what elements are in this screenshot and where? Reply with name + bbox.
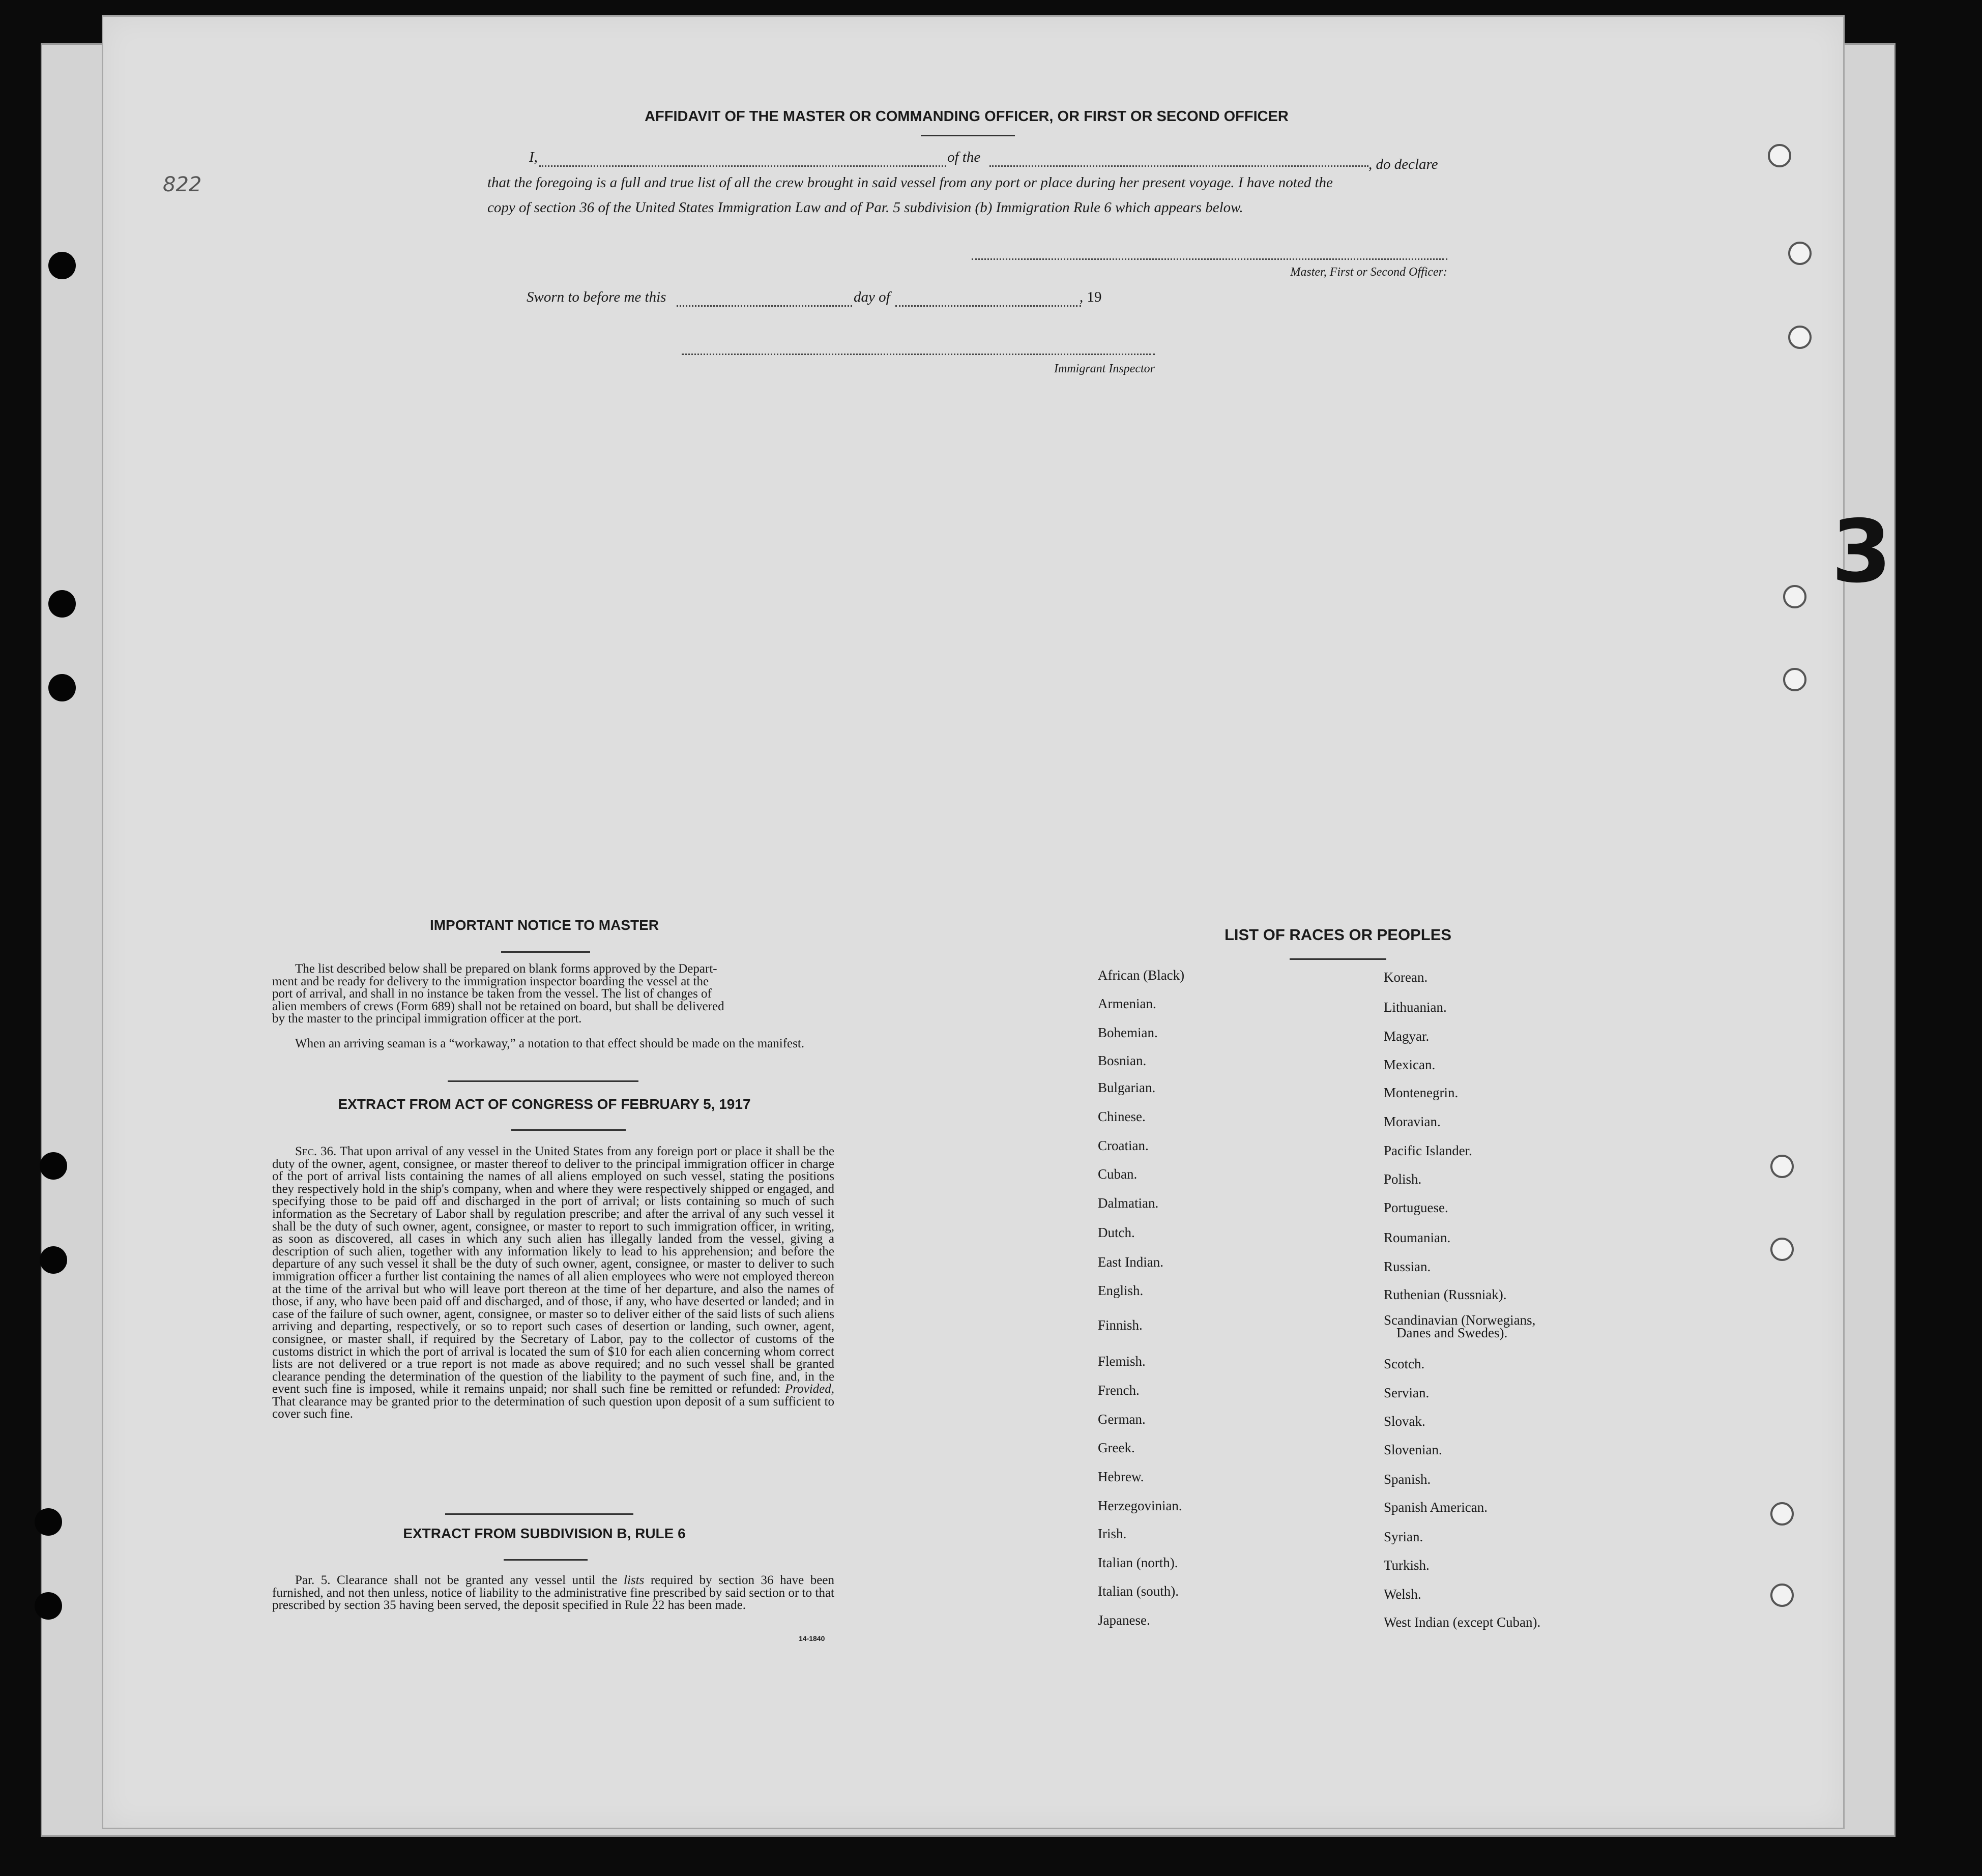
binder-hole (40, 1246, 67, 1274)
binder-hole (48, 590, 76, 618)
divider (921, 135, 1015, 136)
race-item: West Indian (except Cuban). (1384, 1615, 1541, 1630)
section-36-text (272, 1146, 834, 1421)
race-item: Bosnian. (1098, 1053, 1147, 1068)
binder-ring (1770, 1502, 1794, 1526)
year-prefix: , 19 (1080, 289, 1102, 305)
race-item: Japanese. (1098, 1613, 1150, 1628)
binder-hole (40, 1152, 67, 1180)
race-item: Flemish. (1098, 1354, 1146, 1369)
sworn-label: Sworn to before me this (527, 289, 666, 305)
par-5-end: required by section 36 have been furnished, and not then unless, notice of liability to the administrative fine prescribed by said section or to that prescribed by section 35 having been served, the deposit specified in Rule 22 has been made. (272, 1573, 834, 1613)
notice-line: by the master to the principal immigration officer at the port. (272, 1012, 582, 1025)
workaway-paragraph: When an arriving seaman is a “workaway,” a notation to that effect should be made on the manifest. (295, 1037, 805, 1050)
race-item: Italian (south). (1098, 1584, 1179, 1599)
section-36-end: That clearance may be granted prior to the determination of such question upon deposit of a sum sufficient to cover such fine. (272, 1394, 834, 1421)
binder-hole (35, 1592, 62, 1620)
race-item: East Indian. (1098, 1254, 1163, 1270)
race-item: French. (1098, 1383, 1140, 1398)
divider (501, 951, 590, 953)
inspector-label: Immigrant Inspector (1054, 362, 1155, 375)
race-item: Turkish. (1384, 1558, 1430, 1573)
race-item: Bulgarian. (1098, 1080, 1156, 1095)
notice-line: alien members of crews (Form 689) shall not be retained on board, but shall be delivered (272, 999, 724, 1013)
race-item-continuation: Danes and Swedes). (1396, 1325, 1508, 1340)
race-item: Italian (north). (1098, 1555, 1178, 1570)
races-title: LIST OF RACES OR PEOPLES (1224, 926, 1452, 944)
race-item: Ruthenian (Russniak). (1384, 1287, 1507, 1302)
race-item: Irish. (1098, 1526, 1127, 1541)
notice-title: IMPORTANT NOTICE TO MASTER (429, 917, 659, 933)
affidavit-i-label: I, (529, 149, 538, 165)
race-item: Servian. (1384, 1385, 1430, 1400)
name-blank (539, 165, 946, 167)
race-item: Hebrew. (1098, 1469, 1144, 1484)
race-item: Armenian. (1098, 996, 1156, 1011)
race-item: Slovak. (1384, 1414, 1425, 1429)
race-item: Welsh. (1384, 1587, 1421, 1602)
race-item: Herzegovinian. (1098, 1498, 1182, 1513)
race-item: Bohemian. (1098, 1025, 1158, 1040)
inspector-signature-line (682, 354, 1155, 355)
lists-word: lists (624, 1573, 645, 1587)
race-item: Portuguese. (1384, 1200, 1448, 1215)
race-item: Scotch. (1384, 1356, 1425, 1371)
act-extract-title: EXTRACT FROM ACT OF CONGRESS OF FEBRUARY 5, 1917 (338, 1096, 751, 1112)
month-blank (895, 305, 1081, 307)
binder-ring (1770, 1155, 1794, 1178)
divider (1290, 958, 1386, 960)
binder-ring (1783, 668, 1806, 691)
affidavit-line3: copy of section 36 of the United States Immigration Law and of Par. 5 subdivision (b) Immigration Rule 6 which appears below. (487, 199, 1243, 216)
provided-word: Provided, (785, 1382, 834, 1396)
affidavit-line2: that the foregoing is a full and true list of all the crew brought in said vessel from any port or place during her present voyage. I have noted the (487, 174, 1333, 191)
divider (448, 1080, 638, 1082)
binder-ring (1770, 1584, 1794, 1607)
race-item: Roumanian. (1384, 1230, 1451, 1245)
binder-hole (35, 1508, 62, 1536)
race-item: Spanish American. (1384, 1500, 1488, 1515)
binder-hole (48, 252, 76, 279)
margin-number: 822 (163, 173, 202, 196)
affidavit-declare-label: , do declare (1368, 156, 1438, 172)
race-item: Syrian. (1384, 1529, 1423, 1544)
notice-line: port of arrival, and shall in no instance be taken from the vessel. The list of changes of (272, 987, 712, 1001)
race-item: Moravian. (1384, 1114, 1441, 1129)
race-item: Chinese. (1098, 1109, 1146, 1124)
notice-line: The list described below shall be prepared on blank forms approved by the Depart- (295, 962, 717, 976)
race-item: Dutch. (1098, 1225, 1135, 1240)
race-item: Greek. (1098, 1440, 1135, 1455)
race-item: English. (1098, 1283, 1144, 1298)
race-item: Finnish. (1098, 1317, 1143, 1333)
handwritten-mark: 3 (1831, 502, 1892, 602)
affidavit-title: AFFIDAVIT OF THE MASTER OR COMMANDING OFFICER, OR FIRST OR SECOND OFFICER (645, 108, 1289, 125)
race-item: Mexican. (1384, 1057, 1436, 1072)
race-item: Croatian. (1098, 1138, 1149, 1153)
race-item: Pacific Islander. (1384, 1143, 1472, 1158)
race-item: Slovenian. (1384, 1442, 1442, 1457)
form-number: 14-1840 (799, 1634, 825, 1643)
race-item: African (Black) (1098, 968, 1185, 983)
section-36-body: That upon arrival of any vessel in the United States from any foreign port or place it shall be the duty of the owner, agent, consignee, or master thereof to deliver to the principal immigration officer in charge of the port of arrival lists containing the names of all aliens employed on such vessel, stating the positions they respectively hold in the ship's company, when and where they were respectively shipped or engaged, and specifying those to be paid off and discharged in the port of arrival; or lists containing so much of such information as the Secretary of Labor shall by regulation prescribe; and after the arrival of any such vessel it shall be the duty of such owner, agent, consignee, or master to report to such immigration officer, in writing, as soon as discovered, all cases in which any such alien has illegally landed from the vessel, giving a description of such alien, together with any information likely to lead to his apprehension; and before the departure of any such vessel it shall be the duty of such owner, agent, consignee, or master to deliver to such immigration officer a further list containing the names of all alien employees who were not employed thereon at the time of the arrival but who will leave port thereon at the time of her departure, and also the names of those, if any, who have been paid off and discharged, and of those, if any, who have deserted or landed; and in case of the failure of such owner, agent, consignee, or master so to deliver either of the said lists of such aliens arriving and departing, respectively, or so to report such cases of desertion or landing, such owner, agent, consignee, or master shall, if required by the Secretary of Labor, pay to the collector of customs of the customs district in which the port of arrival is located the sum of $10 for each alien concerning whom correct lists are not delivered or a true report is not made as above required; and no such vessel shall be granted clearance pending the determination of the question of the liability to the payment of such fine, and, in the event such fine is imposed, while it remains unpaid; nor shall such fine be remitted or refunded: (272, 1145, 834, 1396)
section-label: Sec. 36. (295, 1145, 337, 1158)
vessel-blank (989, 165, 1368, 167)
par-5-start: Par. 5. Clearance shall not be granted any vessel until the (295, 1573, 618, 1587)
race-item: Russian. (1384, 1259, 1431, 1274)
divider (504, 1559, 588, 1561)
binder-ring (1768, 144, 1791, 167)
race-item: Scandinavian (Norwegians, (1384, 1312, 1536, 1328)
notice-line: ment and be ready for delivery to the immigration inspector boarding the vessel at the (272, 974, 709, 988)
race-item: Polish. (1384, 1171, 1422, 1187)
master-signature-line (972, 258, 1447, 260)
race-item: Lithuanian. (1384, 1000, 1447, 1015)
master-signature-label: Master, First or Second Officer: (1290, 266, 1447, 279)
divider (511, 1129, 626, 1131)
affidavit-of-the-label: of the (947, 149, 981, 165)
par-5-text (272, 1574, 834, 1612)
day-of-label: day of (854, 289, 890, 305)
binder-ring (1770, 1238, 1794, 1261)
binder-ring (1788, 242, 1812, 265)
divider (445, 1513, 633, 1515)
race-item: Korean. (1384, 970, 1428, 985)
race-item: Montenegrin. (1384, 1085, 1459, 1100)
race-item: German. (1098, 1412, 1146, 1427)
race-item: Spanish. (1384, 1472, 1431, 1487)
binder-ring (1788, 326, 1812, 349)
binder-ring (1783, 585, 1806, 608)
race-item: Dalmatian. (1098, 1195, 1159, 1211)
notice-paragraph (272, 963, 834, 1025)
rule-extract-title: EXTRACT FROM SUBDIVISION B, RULE 6 (403, 1526, 686, 1541)
binder-hole (48, 674, 76, 701)
race-item: Cuban. (1098, 1166, 1138, 1182)
sworn-day-blank (677, 305, 852, 307)
race-item: Magyar. (1384, 1029, 1430, 1044)
